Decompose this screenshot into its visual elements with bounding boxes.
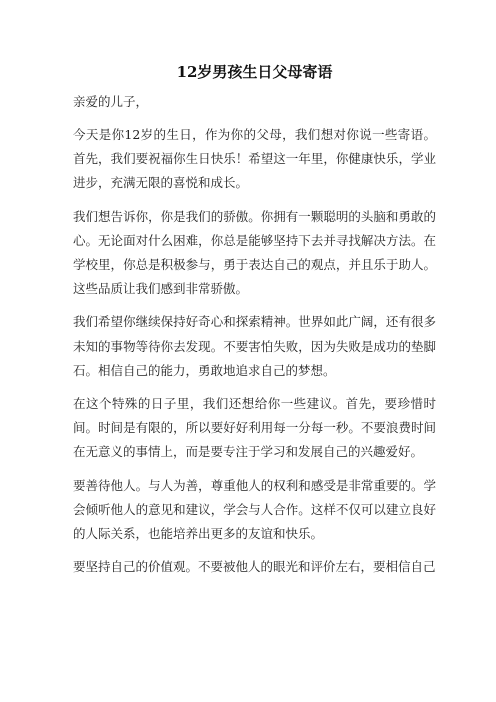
paragraph-5: 要善待他人。与人为善，尊重他人的权利和感受是非常重要的。学会倾听他人的意见和建议，学会与人合作。这样不仅可以建立良好的人际关系，也能培养出更多的友谊和快乐。 bbox=[73, 477, 436, 542]
paragraph-4: 在这个特殊的日子里，我们还想给你一些建议。首先，要珍惜时间。时间是有限的，所以要好好利用每一分每一秒。不要浪费时间在无意义的事情上，而是要专注于学习和发展自己的兴趣爱好。 bbox=[73, 396, 436, 460]
paragraph-3: 我们希望你继续保持好奇心和探索精神。世界如此广阔，还有很多未知的事物等待你去发现。不要害怕失败，因为失败是成功的垫脚石。相信自己的能力，勇敢地追求自己的梦想。 bbox=[73, 314, 436, 378]
paragraph-6: 要坚持自己的价值观。不要被他人的眼光和评价左右，要相信自己 bbox=[73, 559, 436, 575]
document-title: 12岁男孩生日父母寄语 bbox=[176, 63, 333, 81]
paragraph-1: 今天是你12岁的生日，作为你的父母，我们想对你说一些寄语。首先，我们要祝福你生日快乐！希望这一年里，你健康快乐，学业进步，充满无限的喜悦和成长。 bbox=[73, 127, 436, 191]
paragraph-2: 我们想告诉你，你是我们的骄傲。你拥有一颗聪明的头脑和勇敢的心。无论面对什么困难，你总是能够坚持下去并寻找解决方法。在学校里，你总是积极参与，勇于表达自己的观点，并且乐于助人。这些品质让我们感到非常骄傲。 bbox=[73, 208, 436, 297]
greeting-line: 亲爱的儿子， bbox=[73, 94, 149, 109]
